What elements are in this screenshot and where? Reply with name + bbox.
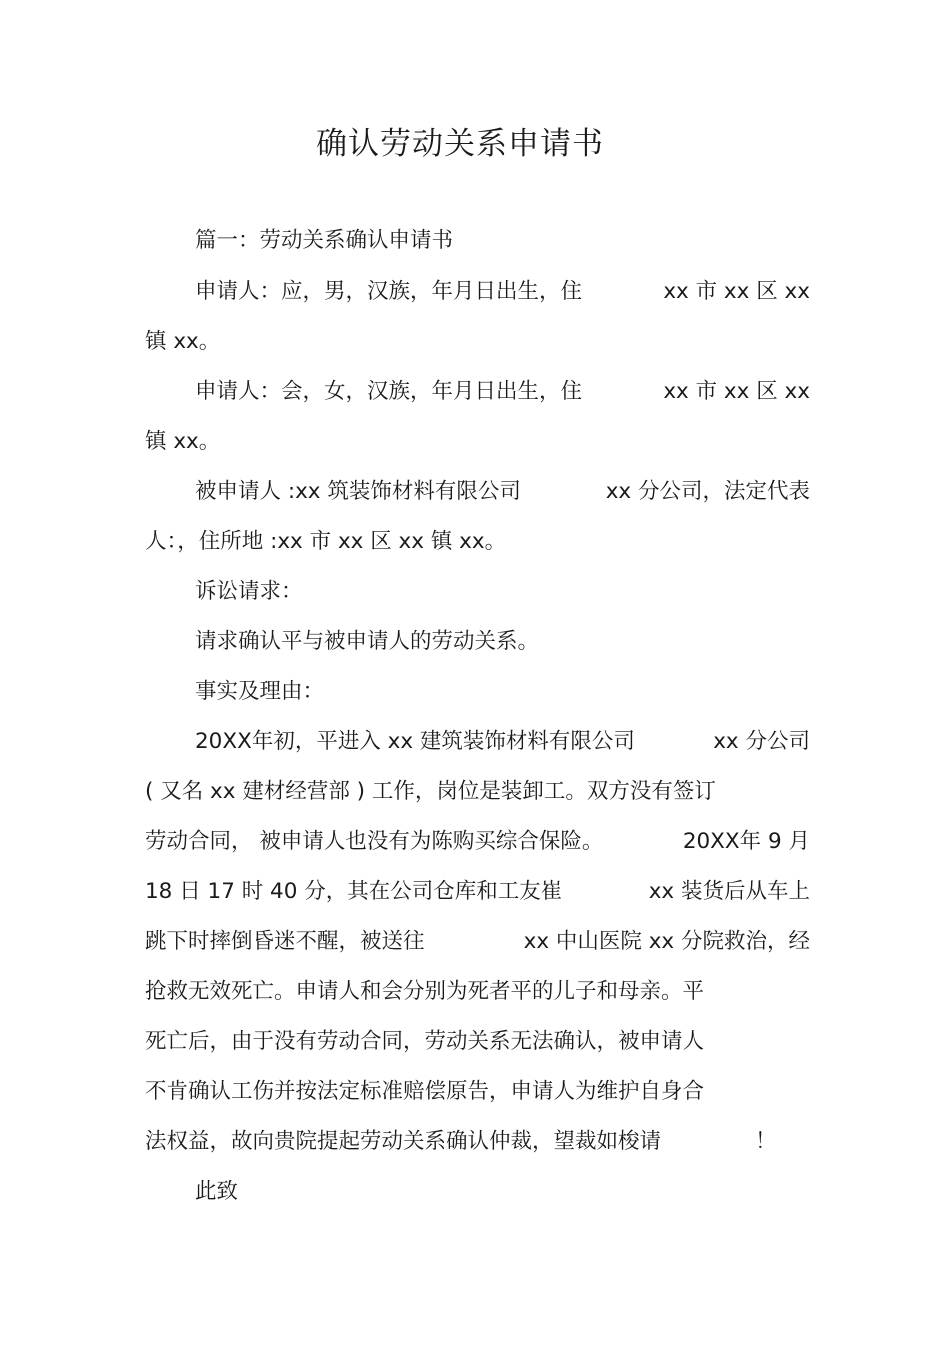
text-line-group: [145, 827, 810, 857]
text-line: 死亡后，由于没有劳动合同，劳动关系无法确认，被申请人: [145, 1029, 705, 1054]
text-line: 不肯确认工伤并按法定标准赔偿原告，申请人为维护自身合: [145, 1079, 705, 1104]
text-line: 镇 xx。: [145, 429, 221, 454]
paragraph-respondent: [195, 477, 810, 507]
closing-salutation: 此致: [195, 1179, 239, 1204]
text-line: xx 市 xx 区 xx: [663, 379, 810, 404]
text-line: 请求确认平与被申请人的劳动关系。: [195, 629, 540, 654]
text-line-group: [145, 877, 810, 907]
text-line-group: [145, 927, 810, 957]
paragraph-facts: [195, 727, 810, 757]
section-heading: 事实及理由：: [195, 679, 325, 704]
section-heading: 篇一：劳动关系确认申请书: [195, 228, 454, 253]
text-line: 镇 xx。: [145, 329, 221, 354]
text-line: 18 日 17 时 40 分，其在公司仓库和工友崔: [145, 879, 563, 904]
text-line: xx 分公司: [713, 729, 810, 754]
text-line: xx 分公司，法定代表: [605, 479, 810, 504]
text-line: xx 市 xx 区 xx: [663, 279, 810, 304]
text-line: xx 装货后从车上: [648, 879, 810, 904]
text-line: 人：，住所地 :xx 市 xx 区 xx 镇 xx。: [145, 529, 507, 554]
text-line: 20XX年初，平进入 xx 建筑装饰材料有限公司: [195, 729, 635, 754]
text-line: 法权益，故向贵院提起劳动关系确认仲裁，望裁如梭请: [145, 1129, 662, 1154]
text-line-group: [145, 1127, 775, 1157]
text-line: ( 又名 xx 建材经营部 ) 工作，岗位是装卸工。双方没有签订: [145, 779, 716, 804]
text-line: 申请人：会，女，汉族，年月日出生，住: [195, 379, 583, 404]
text-line: 申请人：应，男，汉族，年月日出生，住: [195, 279, 583, 304]
paragraph-applicant-1: [195, 277, 810, 307]
paragraph-applicant-2: [195, 377, 810, 407]
text-line: xx 中山医院 xx 分院救治，经: [523, 929, 810, 954]
text-line: ！: [755, 1129, 777, 1154]
section-heading: 诉讼请求：: [195, 579, 303, 604]
text-line: 被申请人 :xx 筑装饰材料有限公司: [195, 479, 521, 504]
document-title: 确认劳动关系申请书: [316, 126, 604, 162]
text-line: 劳动合同， 被申请人也没有为陈购买综合保险。: [145, 829, 604, 854]
text-line: 抢救无效死亡。申请人和会分别为死者平的儿子和母亲。平: [145, 979, 705, 1004]
text-line: 20XX年 9 月: [682, 829, 810, 854]
text-line: 跳下时摔倒昏迷不醒，被送往: [145, 929, 425, 954]
